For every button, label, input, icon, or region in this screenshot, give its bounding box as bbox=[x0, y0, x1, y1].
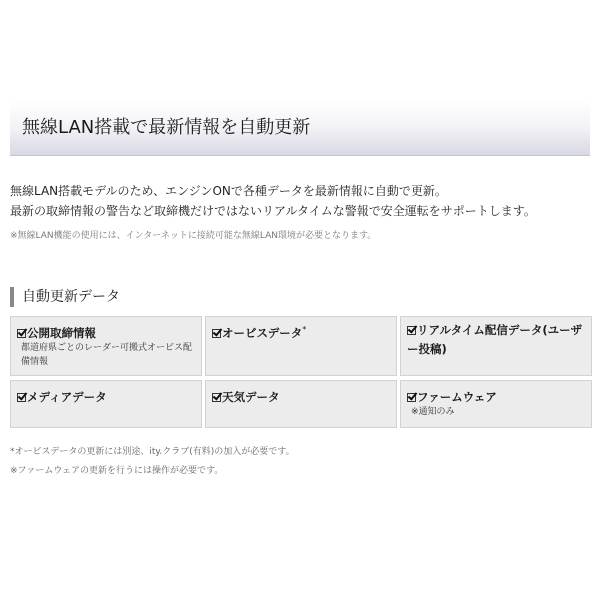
footnotes bbox=[10, 443, 295, 481]
checkbox-icon bbox=[17, 329, 26, 338]
checkbox-icon bbox=[17, 393, 26, 402]
grid-item-title: メディアデータ bbox=[27, 389, 107, 404]
grid-item-title: ファームウェア bbox=[417, 389, 497, 404]
grid-item-orbis bbox=[205, 316, 397, 376]
grid-item-marker: * bbox=[302, 325, 307, 334]
grid-item-firmware bbox=[400, 380, 592, 428]
section-banner bbox=[10, 100, 590, 156]
checkbox-icon bbox=[212, 329, 221, 338]
grid-item-title: 天気データ bbox=[222, 389, 280, 404]
grid-item-title: リアルタイム配信データ(ユーザー投稿) bbox=[407, 323, 583, 356]
checkbox-icon bbox=[407, 326, 416, 335]
intro-line-1: 無線LAN搭載モデルのため、エンジンONで各種データを最新情報に自動で更新。 bbox=[10, 184, 447, 198]
banner-title: 無線LAN搭載で最新情報を自動更新 bbox=[22, 117, 311, 138]
grid-item-weather bbox=[205, 380, 397, 428]
intro-line-2: 最新の取締情報の警告など取締機だけではないリアルタイムな警報で安全運転をサポートします。 bbox=[10, 204, 536, 218]
footnote-firmware: ※ファームウェアの更新を行うには操作が必要です。 bbox=[10, 466, 224, 476]
grid-item-realtime bbox=[400, 316, 592, 376]
checkbox-icon bbox=[407, 393, 416, 402]
grid-item-title: 公開取締情報 bbox=[27, 325, 96, 340]
grid-item-enforcement bbox=[10, 316, 202, 376]
grid-item-title: オービスデータ bbox=[222, 325, 303, 340]
footnote-orbis: *オービスデータの更新には別途、ity.クラブ(有料)の加入が必要です。 bbox=[10, 447, 295, 457]
update-data-grid bbox=[10, 316, 592, 428]
grid-item-sub: 都道府県ごとのレーダー可搬式オービス配備情報 bbox=[21, 342, 193, 367]
checkbox-icon bbox=[212, 393, 221, 402]
intro-text bbox=[10, 181, 590, 221]
grid-item-media bbox=[10, 380, 202, 428]
section-heading: 自動更新データ bbox=[10, 287, 120, 307]
wifi-note: ※無線LAN機能の使用には、インターネットに接続可能な無線LAN環境が必要となります。 bbox=[10, 231, 377, 241]
grid-item-sub: ※通知のみ bbox=[411, 406, 455, 417]
